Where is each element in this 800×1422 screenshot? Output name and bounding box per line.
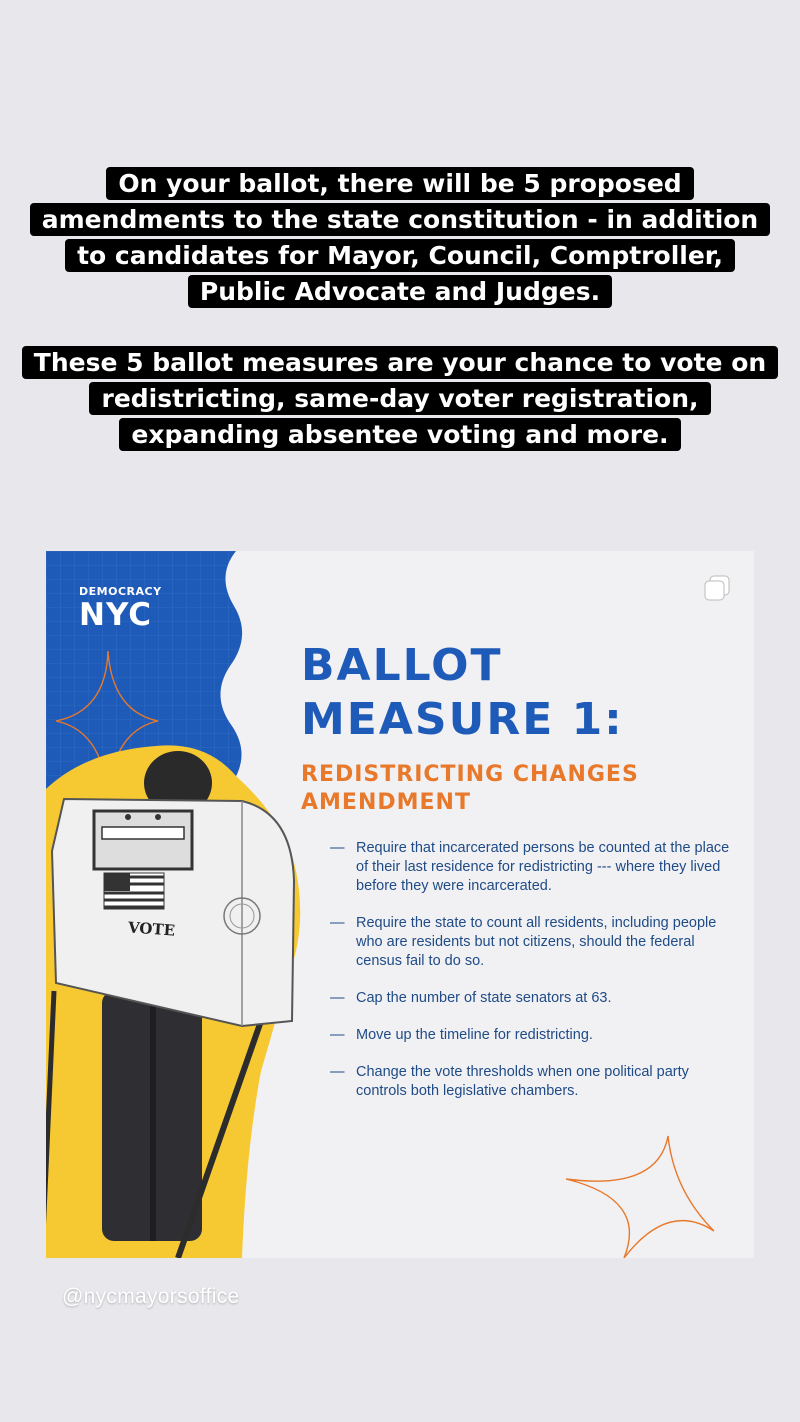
caption-line: amendments to the state constitution - in addition [30,203,770,236]
list-item [330,839,730,896]
account-handle-link[interactable]: @nycmayorsoffice [62,1285,240,1308]
story-caption-top [0,166,800,310]
dash-marker: — [330,990,345,1006]
list-item [330,1063,730,1101]
subtitle-line: REDISTRICTING CHANGES [301,762,639,787]
shared-post-card[interactable] [46,551,754,1258]
logo-democracy-text: DEMOCRACY [79,585,162,598]
list-item [330,989,730,1008]
caption-line: expanding absentee voting and more. [119,418,680,451]
caption-line: redistricting, same-day voter registration, [89,382,710,415]
multiple-images-icon [704,575,730,601]
flag-icon [104,873,164,909]
post-title [301,639,721,747]
list-item [330,1026,730,1045]
dash-marker: — [330,915,345,931]
bullet-text: Cap the number of state senators at 63. [356,990,612,1006]
booth-vote-label: VOTE [127,918,176,940]
story-caption-bottom [0,345,800,453]
bullet-text: Change the vote thresholds when one political party controls both legislative chambers. [356,1064,689,1099]
bullet-text: Require that incarcerated persons be counted at the place of their last residence for redistricting --- where they lived before they were incarcerated. [356,840,730,894]
dash-marker: — [330,1064,345,1080]
title-line: MEASURE 1: [301,694,624,745]
caption-line: Public Advocate and Judges. [188,275,612,308]
measure-bullet-list [330,839,730,1119]
sparkle-outline [566,1136,714,1258]
dash-marker: — [330,840,345,856]
logo-nyc-text: NYC [79,597,153,633]
list-item [330,914,730,971]
dash-marker: — [330,1027,345,1043]
bullet-text: Require the state to count all residents, including people who are residents but not citizens, should the federal census fail to do so. [356,915,717,969]
caption-line: On your ballot, there will be 5 proposed [106,167,693,200]
subtitle-line: AMENDMENT [301,790,471,815]
caption-line: These 5 ballot measures are your chance to vote on [22,346,778,379]
bullet-text: Move up the timeline for redistricting. [356,1027,593,1043]
caption-line: to candidates for Mayor, Council, Comptroller, [65,239,735,272]
title-line: BALLOT [301,640,503,691]
post-subtitle [301,761,731,817]
